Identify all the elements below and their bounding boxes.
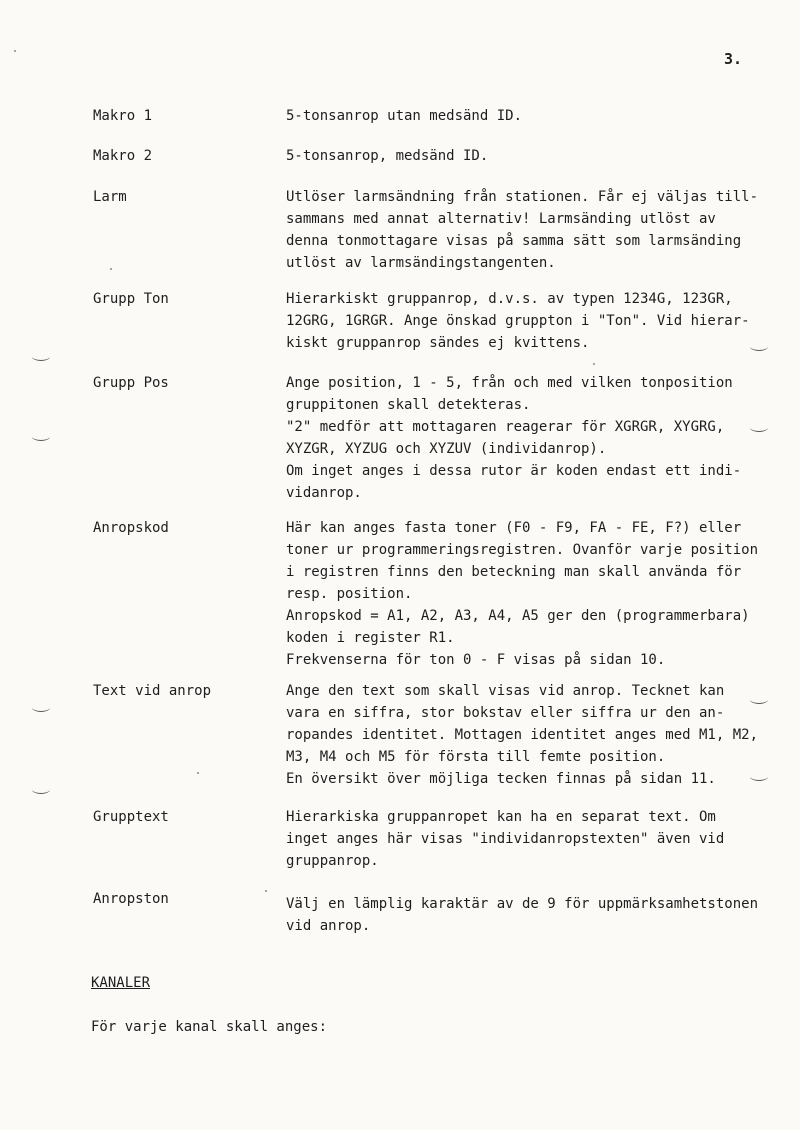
punch-mark: [750, 695, 768, 704]
desc-makro-1: [286, 105, 756, 127]
desc-line: toner ur programmeringsregistren. Ovanför varje position: [286, 542, 759, 558]
desc-line: Anropskod = A1, A2, A3, A4, A5 ger den (programmerbara): [286, 608, 750, 624]
desc-line: vara en siffra, stor bokstav eller siffra ur den an-: [286, 705, 725, 721]
desc-line: Utlöser larmsändning från stationen. Får ej väljas till-: [286, 189, 759, 205]
term-grupp-pos: Grupp Pos: [93, 375, 169, 391]
desc-line: ropandes identitet. Mottagen identitet anges med M1, M2,: [286, 727, 759, 743]
desc-line: "2" medför att mottagaren reagerar för XGRGR, XYGRG,: [286, 419, 725, 435]
term-makro-1: Makro 1: [93, 108, 153, 124]
desc-line: vidanrop.: [286, 485, 362, 501]
term-larm: Larm: [93, 189, 127, 205]
desc-line: 12GRG, 1GRGR. Ange önskad gruppton i "Ton". Vid hierar-: [286, 313, 750, 329]
desc-line: Hierarkiska gruppanropet kan ha en separat text. Om: [286, 809, 716, 825]
scan-speck: [265, 890, 267, 892]
desc-line: utlöst av larmsändingstangenten.: [286, 255, 556, 271]
desc-anropskod: [286, 517, 759, 671]
scan-speck: [593, 363, 595, 365]
desc-line: XYZGR, XYZUG och XYZUV (individanrop).: [286, 441, 607, 457]
punch-mark: [750, 423, 768, 432]
scan-speck: [14, 50, 16, 52]
term-makro-2: Makro 2: [93, 148, 153, 164]
term-grupptext: Grupptext: [93, 809, 169, 825]
desc-line: Välj en lämplig karaktär av de 9 för uppmärksamhetstonen: [286, 896, 759, 912]
punch-mark: [32, 352, 50, 361]
desc-line: kiskt gruppanrop sändes ej kvittens.: [286, 335, 590, 351]
section-text: För varje kanal skall anges:: [91, 1019, 328, 1035]
desc-text-vid-anrop: [286, 680, 759, 790]
desc-line: 5-tonsanrop utan medsänd ID.: [286, 108, 523, 124]
term-grupp-ton: Grupp Ton: [93, 291, 169, 307]
page-number: 3.: [724, 50, 743, 68]
desc-line: 5-tonsanrop, medsänd ID.: [286, 148, 489, 164]
desc-line: Om inget anges i dessa rutor är koden endast ett indi-: [286, 463, 742, 479]
desc-line: En översikt över möjliga tecken finnas på sidan 11.: [286, 771, 716, 787]
desc-line: Frekvenserna för ton 0 - F visas på sidan 10.: [286, 652, 666, 668]
desc-line: denna tonmottagare visas på samma sätt som larmsänding: [286, 233, 742, 249]
desc-line: Här kan anges fasta toner (F0 - F9, FA - FE, F?) eller: [286, 520, 742, 536]
desc-anropston: [286, 893, 759, 937]
desc-line: Hierarkiskt gruppanrop, d.v.s. av typen 1234G, 123GR,: [286, 291, 733, 307]
punch-mark: [32, 432, 50, 441]
punch-mark: [750, 342, 768, 351]
desc-line: koden i register R1.: [286, 630, 455, 646]
term-anropston: Anropston: [93, 891, 169, 907]
desc-grupp-pos: [286, 372, 756, 504]
desc-grupptext: [286, 806, 756, 872]
desc-line: gruppanrop.: [286, 853, 379, 869]
punch-mark: [32, 785, 50, 794]
punch-mark: [32, 703, 50, 712]
desc-line: sammans med annat alternativ! Larmsänding utlöst av: [286, 211, 716, 227]
desc-makro-2: [286, 145, 756, 167]
desc-line: i registren finns den beteckning man skall använda för: [286, 564, 742, 580]
term-anropskod: Anropskod: [93, 520, 169, 536]
section-heading: KANALER: [91, 975, 151, 991]
desc-grupp-ton: [286, 288, 756, 354]
desc-line: Ange position, 1 - 5, från och med vilken tonposition: [286, 375, 733, 391]
desc-line: vid anrop.: [286, 918, 371, 934]
desc-line: resp. position.: [286, 586, 413, 602]
desc-line: gruppitonen skall detekteras.: [286, 397, 531, 413]
scan-speck: [197, 772, 199, 774]
desc-line: M3, M4 och M5 för första till femte position.: [286, 749, 666, 765]
desc-line: Ange den text som skall visas vid anrop. Tecknet kan: [286, 683, 725, 699]
punch-mark: [750, 772, 768, 781]
desc-line: inget anges här visas "individanropstexten" även vid: [286, 831, 725, 847]
scan-speck: [110, 268, 112, 270]
desc-larm: [286, 186, 759, 274]
term-text-vid-anrop: Text vid anrop: [93, 683, 212, 699]
